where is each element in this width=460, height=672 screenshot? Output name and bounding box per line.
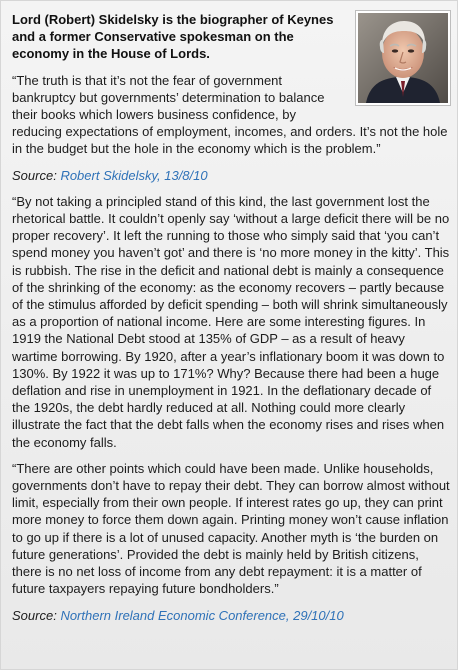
source-line-1 [12, 167, 450, 184]
author-intro: Lord (Robert) Skidelsky is the biographer of Keynes and a former Conservative spokesman on the economy in the House of Lords. [12, 12, 334, 62]
article-content [12, 11, 450, 633]
source-link-2[interactable]: Northern Ireland Economic Conference, 29/10/10 [60, 607, 344, 623]
source-line-2 [12, 607, 450, 624]
source-label-2: Source: [12, 607, 57, 623]
source-link-1[interactable]: Robert Skidelsky, 13/8/10 [60, 167, 208, 183]
person-portrait-icon [358, 13, 448, 103]
source-label-1: Source: [12, 167, 57, 183]
quote-paragraph-3: “There are other points which could have been made. Unlike households, governments don’t have to repay their debt. They can borrow almost without limit, especially from their own people. If interest rates go up, they can print more money to force them down again. Printing money won’t cause inflation to go up if there is a lot of unused capacity. Another myth is ‘the burden on future generations’. Provided the debt is mainly held by British citizens, there is no net loss of income from any debt repayment: it is a matter of future taxpayers repaying future bondholders.” [12, 460, 450, 597]
quote-paragraph-2: “By not taking a principled stand of this kind, the last government lost the rhetorical battle. It couldn’t openly say ‘without a large deficit there will be no proper recovery’. It left the running to those who simply said that ‘you can’t spend money you haven’t got’ and there is ‘no more money in the kitty’. This is rubbish. The rise in the deficit and national debt is mainly a consequence of the shrinking of the economy: as the economy recovers – partly because of the stimulus afforded by deficit spending – both will shrink simultaneously as a proportion of national income. Here are some interesting figures. In 1919 the National Debt stood at 135% of GDP – as a result of heavy wartime borrowing. By 1920, after a year’s inflationary boom it was down to 130%. By 1922 it was up to 171%? Why? Because there had been a huge deflation and rise in unemployment in 1921. In the deflationary decade of the 1920s, the debt hardly reduced at all. Nothing could more clearly illustrate the fact that the debt falls when the economy rises and rises when the economy falls. [12, 193, 450, 450]
quote-paragraph-1: “The truth is that it’s not the fear of government bankruptcy but governments’ determination to balance their books which lowers business confidence, by reducing expectations of employment, incomes, and orders. It’s not the hole in the budget but the hole in the economy which is the problem.” [12, 72, 448, 157]
portrait-image [356, 11, 450, 105]
